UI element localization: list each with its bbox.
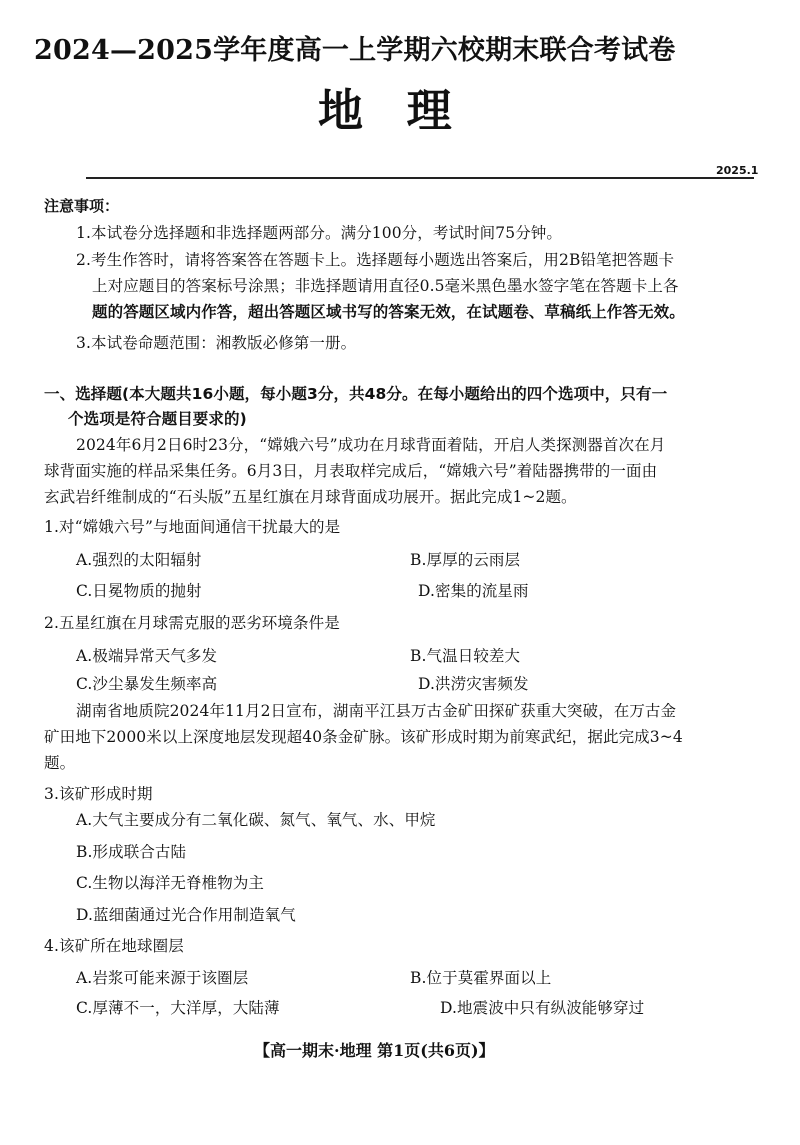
notice-item-1: 1.本试卷分选择题和非选择题两部分。满分100分，考试时间75分钟。 bbox=[76, 224, 562, 242]
q3-stem: 3.该矿形成时期 bbox=[44, 785, 153, 803]
q2-option-d: D.洪涝灾害频发 bbox=[418, 675, 529, 693]
exam-date: 2025.1 bbox=[716, 164, 759, 177]
q2-option-a: A.极端异常天气多发 bbox=[76, 647, 218, 665]
q2-option-b: B.气温日较差大 bbox=[410, 647, 521, 665]
passage1-line-1: 2024年6月2日6时23分，“嫦娥六号”成功在月球背面着陆，开启人类探测器首次在月 bbox=[76, 436, 666, 454]
q4-option-c: C.厚薄不一，大洋厚，大陆薄 bbox=[76, 999, 280, 1017]
q3-option-a: A.大气主要成分有二氧化碳、氮气、氧气、水、甲烷 bbox=[76, 811, 436, 829]
q4-option-d: D.地震波中只有纵波能够穿过 bbox=[440, 999, 645, 1017]
q4-option-a: A.岩浆可能来源于该圈层 bbox=[76, 969, 249, 987]
passage2-line-1: 湖南省地质院2024年11月2日宣布，湖南平江县万古金矿田探矿获重大突破，在万古金 bbox=[76, 702, 677, 720]
passage1-line-2: 球背面实施的样品采集任务。6月3日，月表取样完成后，“嫦娥六号”着陆器携带的一面由 bbox=[44, 462, 658, 480]
notice-item-2-cont-bold: 题的答题区域内作答，超出答题区域书写的答案无效，在试题卷、草稿纸上作答无效。 bbox=[92, 303, 685, 321]
q1-option-b: B.厚厚的云雨层 bbox=[410, 551, 521, 569]
notice-item-2-cont: 上对应题目的答案标号涂黑；非选择题请用直径0.5毫米黑色墨水签字笔在答题卡上各 bbox=[92, 277, 679, 295]
q1-option-c: C.日冕物质的抛射 bbox=[76, 582, 202, 600]
page-footer: 【高一期末·地理 第1页(共6页)】 bbox=[254, 1041, 495, 1060]
q3-option-d: D.蓝细菌通过光合作用制造氧气 bbox=[76, 906, 296, 924]
notice-item-2: 2.考生作答时，请将答案答在答题卡上。选择题每小题选出答案后，用2B铅笔把答题卡 bbox=[76, 251, 675, 269]
passage2-line-3: 题。 bbox=[44, 754, 76, 772]
subject-title: 地 理 bbox=[318, 84, 466, 137]
q1-stem: 1.对“嫦娥六号”与地面间通信干扰最大的是 bbox=[44, 518, 341, 536]
q4-option-b: B.位于莫霍界面以上 bbox=[410, 969, 552, 987]
q1-option-a: A.强烈的太阳辐射 bbox=[76, 551, 202, 569]
section-heading: 一、选择题(本大题共16小题，每小题3分，共48分。在每小题给出的四个选项中，只有一 bbox=[44, 385, 668, 403]
section-heading-cont: 个选项是符合题目要求的) bbox=[68, 410, 247, 428]
passage1-line-3: 玄武岩纤维制成的“石头版”五星红旗在月球背面成功展开。据此完成1~2题。 bbox=[44, 488, 577, 506]
passage2-line-2: 矿田地下2000米以上深度地层发现超40条金矿脉。该矿形成时期为前寒武纪，据此完成3~4 bbox=[44, 728, 683, 746]
notice-item-3: 3.本试卷命题范围：湘教版必修第一册。 bbox=[76, 334, 357, 352]
q2-stem: 2.五星红旗在月球需克服的恶劣环境条件是 bbox=[44, 614, 340, 632]
header-rule bbox=[86, 177, 754, 179]
q3-option-b: B.形成联合古陆 bbox=[76, 843, 187, 861]
q1-option-d: D.密集的流星雨 bbox=[418, 582, 529, 600]
q3-option-c: C.生物以海洋无脊椎物为主 bbox=[76, 874, 265, 892]
q2-option-c: C.沙尘暴发生频率高 bbox=[76, 675, 218, 693]
notice-heading: 注意事项： bbox=[44, 197, 120, 215]
q4-stem: 4.该矿所在地球圈层 bbox=[44, 937, 184, 955]
exam-title: 2024—2025学年度高一上学期六校期末联合考试卷 bbox=[34, 35, 676, 66]
